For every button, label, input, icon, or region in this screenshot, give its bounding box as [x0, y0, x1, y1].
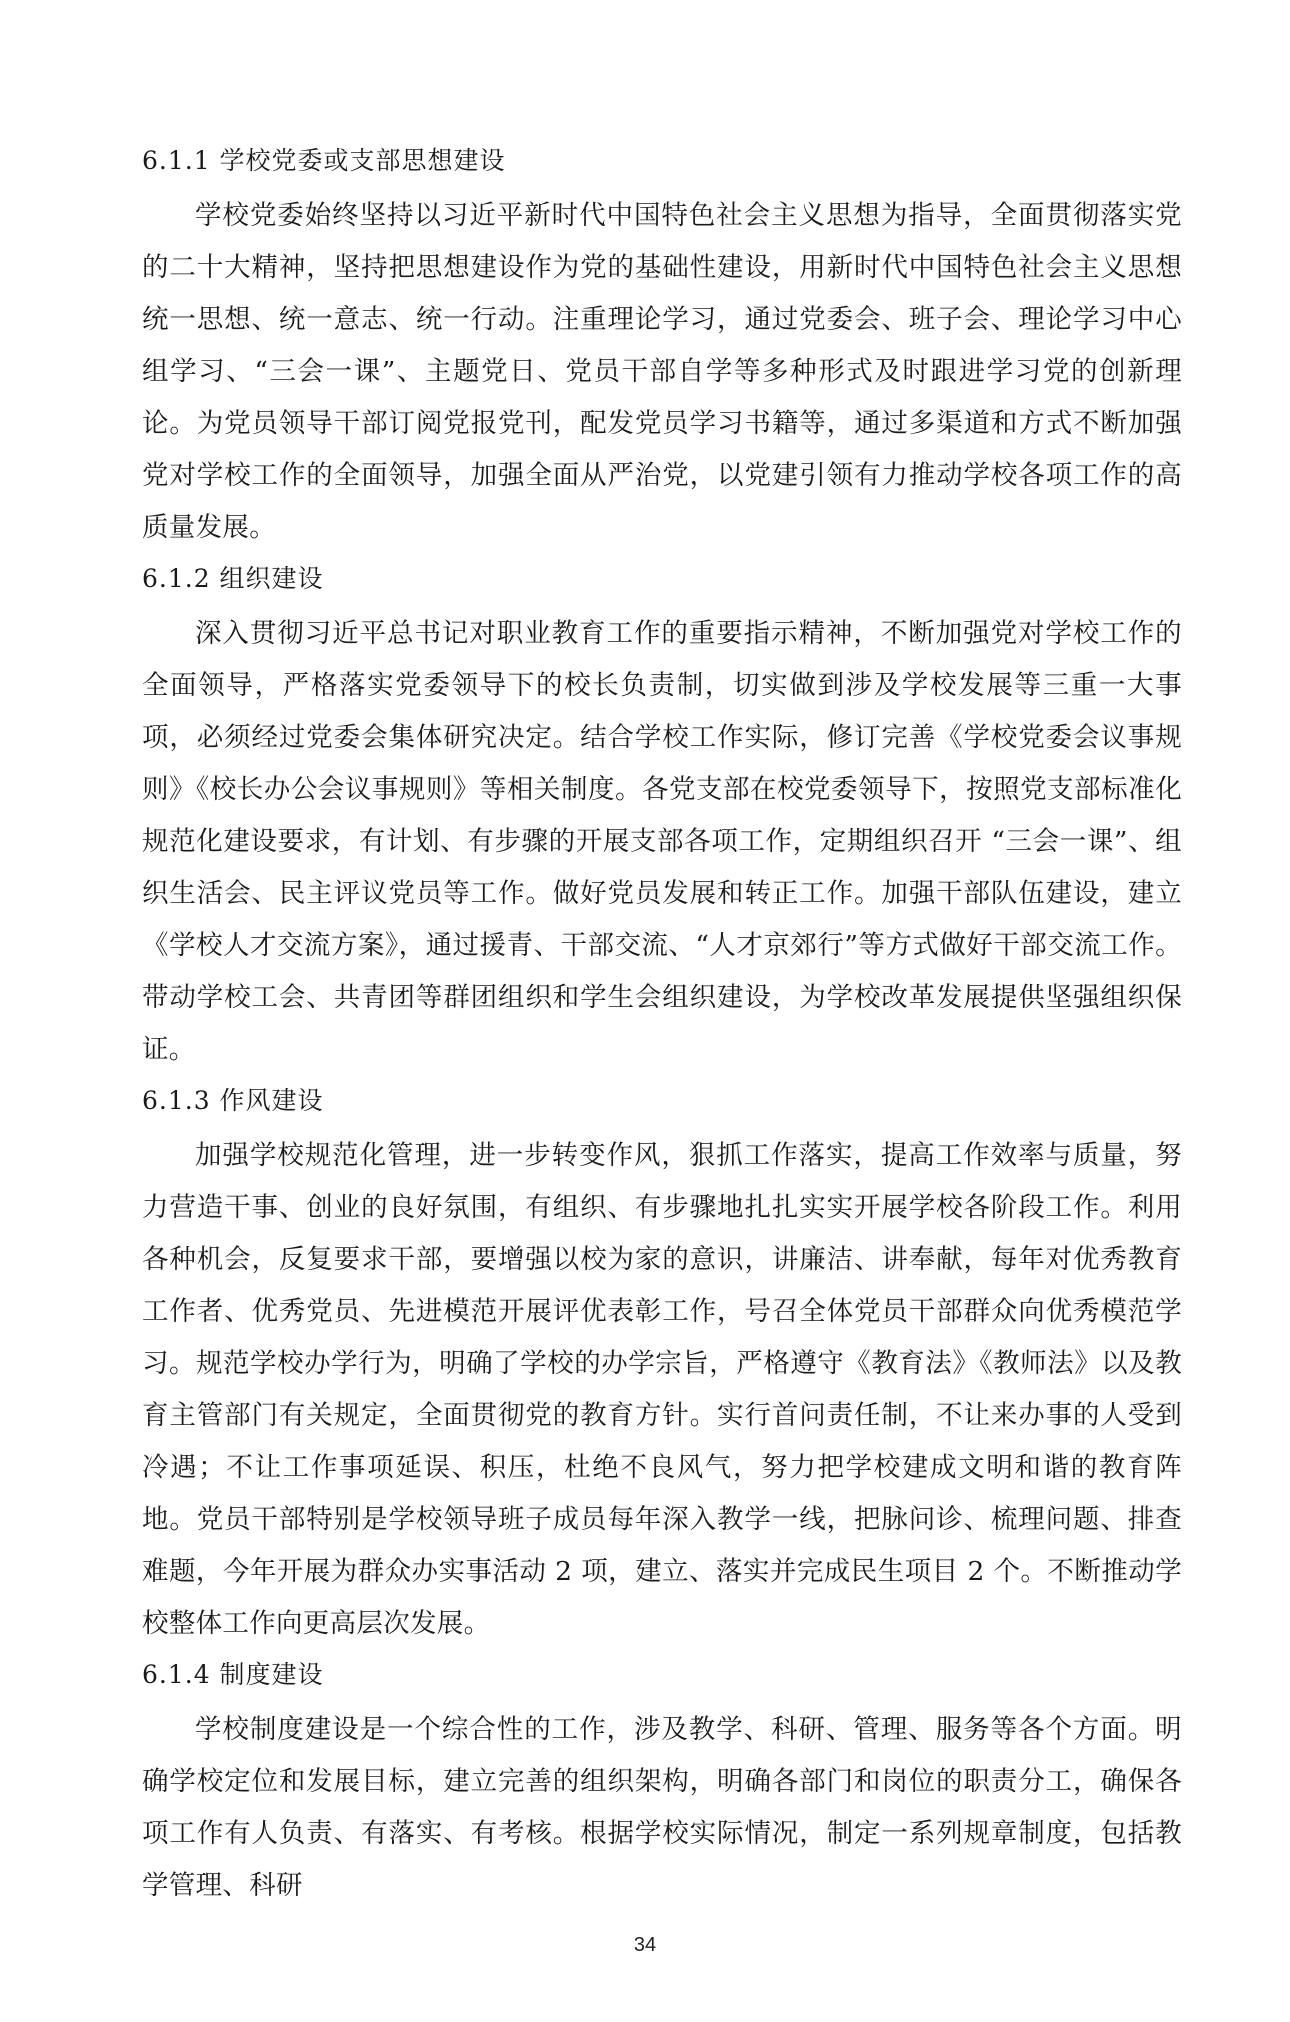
section-heading-work-style: 6.1.3 作风建设: [142, 1086, 324, 1115]
section-paragraph-institution: 学校制度建设是一个综合性的工作，涉及教学、科研、管理、服务等各个方面。明确学校定位和发展目标，建立完善的组织架构，明确各部门和岗位的职责分工，确保各项工作有人负责、有落实、有考核。根据学校实际情况，制定一系列规章制度，包括教学管理、科研: [142, 1714, 1182, 1901]
section-heading-organization: 6.1.2 组织建设: [142, 564, 324, 593]
section-heading-institution: 6.1.4 制度建设: [142, 1660, 324, 1689]
section-paragraph-ideology: 学校党委始终坚持以习近平新时代中国特色社会主义思想为指导，全面贯彻落实党的二十大精神，坚持把思想建设作为党的基础性建设，用新时代中国特色社会主义思想统一思想、统一意志、统一行动。注重理论学习，通过党委会、班子会、理论学习中心组学习、“三会一课”、主题党日、党员干部自学等多种形式及时跟进学习党的创新理论。为党员领导干部订阅党报党刊，配发党员学习书籍等，通过多渠道和方式不断加强党对学校工作的全面领导，加强全面从严治党，以党建引领有力推动学校各项工作的高质量发展。: [142, 200, 1182, 543]
page-number: 34: [633, 1934, 657, 1956]
section-paragraph-work-style: 加强学校规范化管理，进一步转变作风，狠抓工作落实，提高工作效率与质量，努力营造干事、创业的良好氛围，有组织、有步骤地扎扎实实开展学校各阶段工作。利用各种机会，反复要求干部，要增强以校为家的意识，讲廉洁、讲奉献，每年对优秀教育工作者、优秀党员、先进模范开展评优表彰工作，号召全体党员干部群众向优秀模范学习。规范学校办学行为，明确了学校的办学宗旨，严格遵守《教育法》《教师法》以及教育主管部门有关规定，全面贯彻党的教育方针。实行首问责任制，不让来办事的人受到冷遇；不让工作事项延误、积压，杜绝不良风气，努力把学校建成文明和谐的教育阵地。党员干部特别是学校领导班子成员每年深入教学一线，把脉问诊、梳理问题、排查难题，今年开展为群众办实事活动 2 项，建立、落实并完成民生项目 2 个。不断推动学校整体工作向更高层次发展。: [142, 1140, 1182, 1639]
section-heading-ideology: 6.1.1 学校党委或支部思想建设: [142, 146, 506, 175]
page-body: [142, 138, 1182, 1912]
section-paragraph-organization: 深入贯彻习近平总书记对职业教育工作的重要指示精神，不断加强党对学校工作的全面领导，严格落实党委领导下的校长负责制，切实做到涉及学校发展等三重一大事项，必须经过党委会集体研究决定。结合学校工作实际，修订完善《学校党委会议事规则》《校长办公会议事规则》等相关制度。各党支部在校党委领导下，按照党支部标准化规范化建设要求，有计划、有步骤的开展支部各项工作，定期组织召开 “三会一课”、组织生活会、民主评议党员等工作。做好党员发展和转正工作。加强干部队伍建设，建立《学校人才交流方案》，通过援青、干部交流、“人才京郊行”等方式做好干部交流工作。带动学校工会、共青团等群团组织和学生会组织建设，为学校改革发展提供坚强组织保证。: [142, 618, 1182, 1065]
